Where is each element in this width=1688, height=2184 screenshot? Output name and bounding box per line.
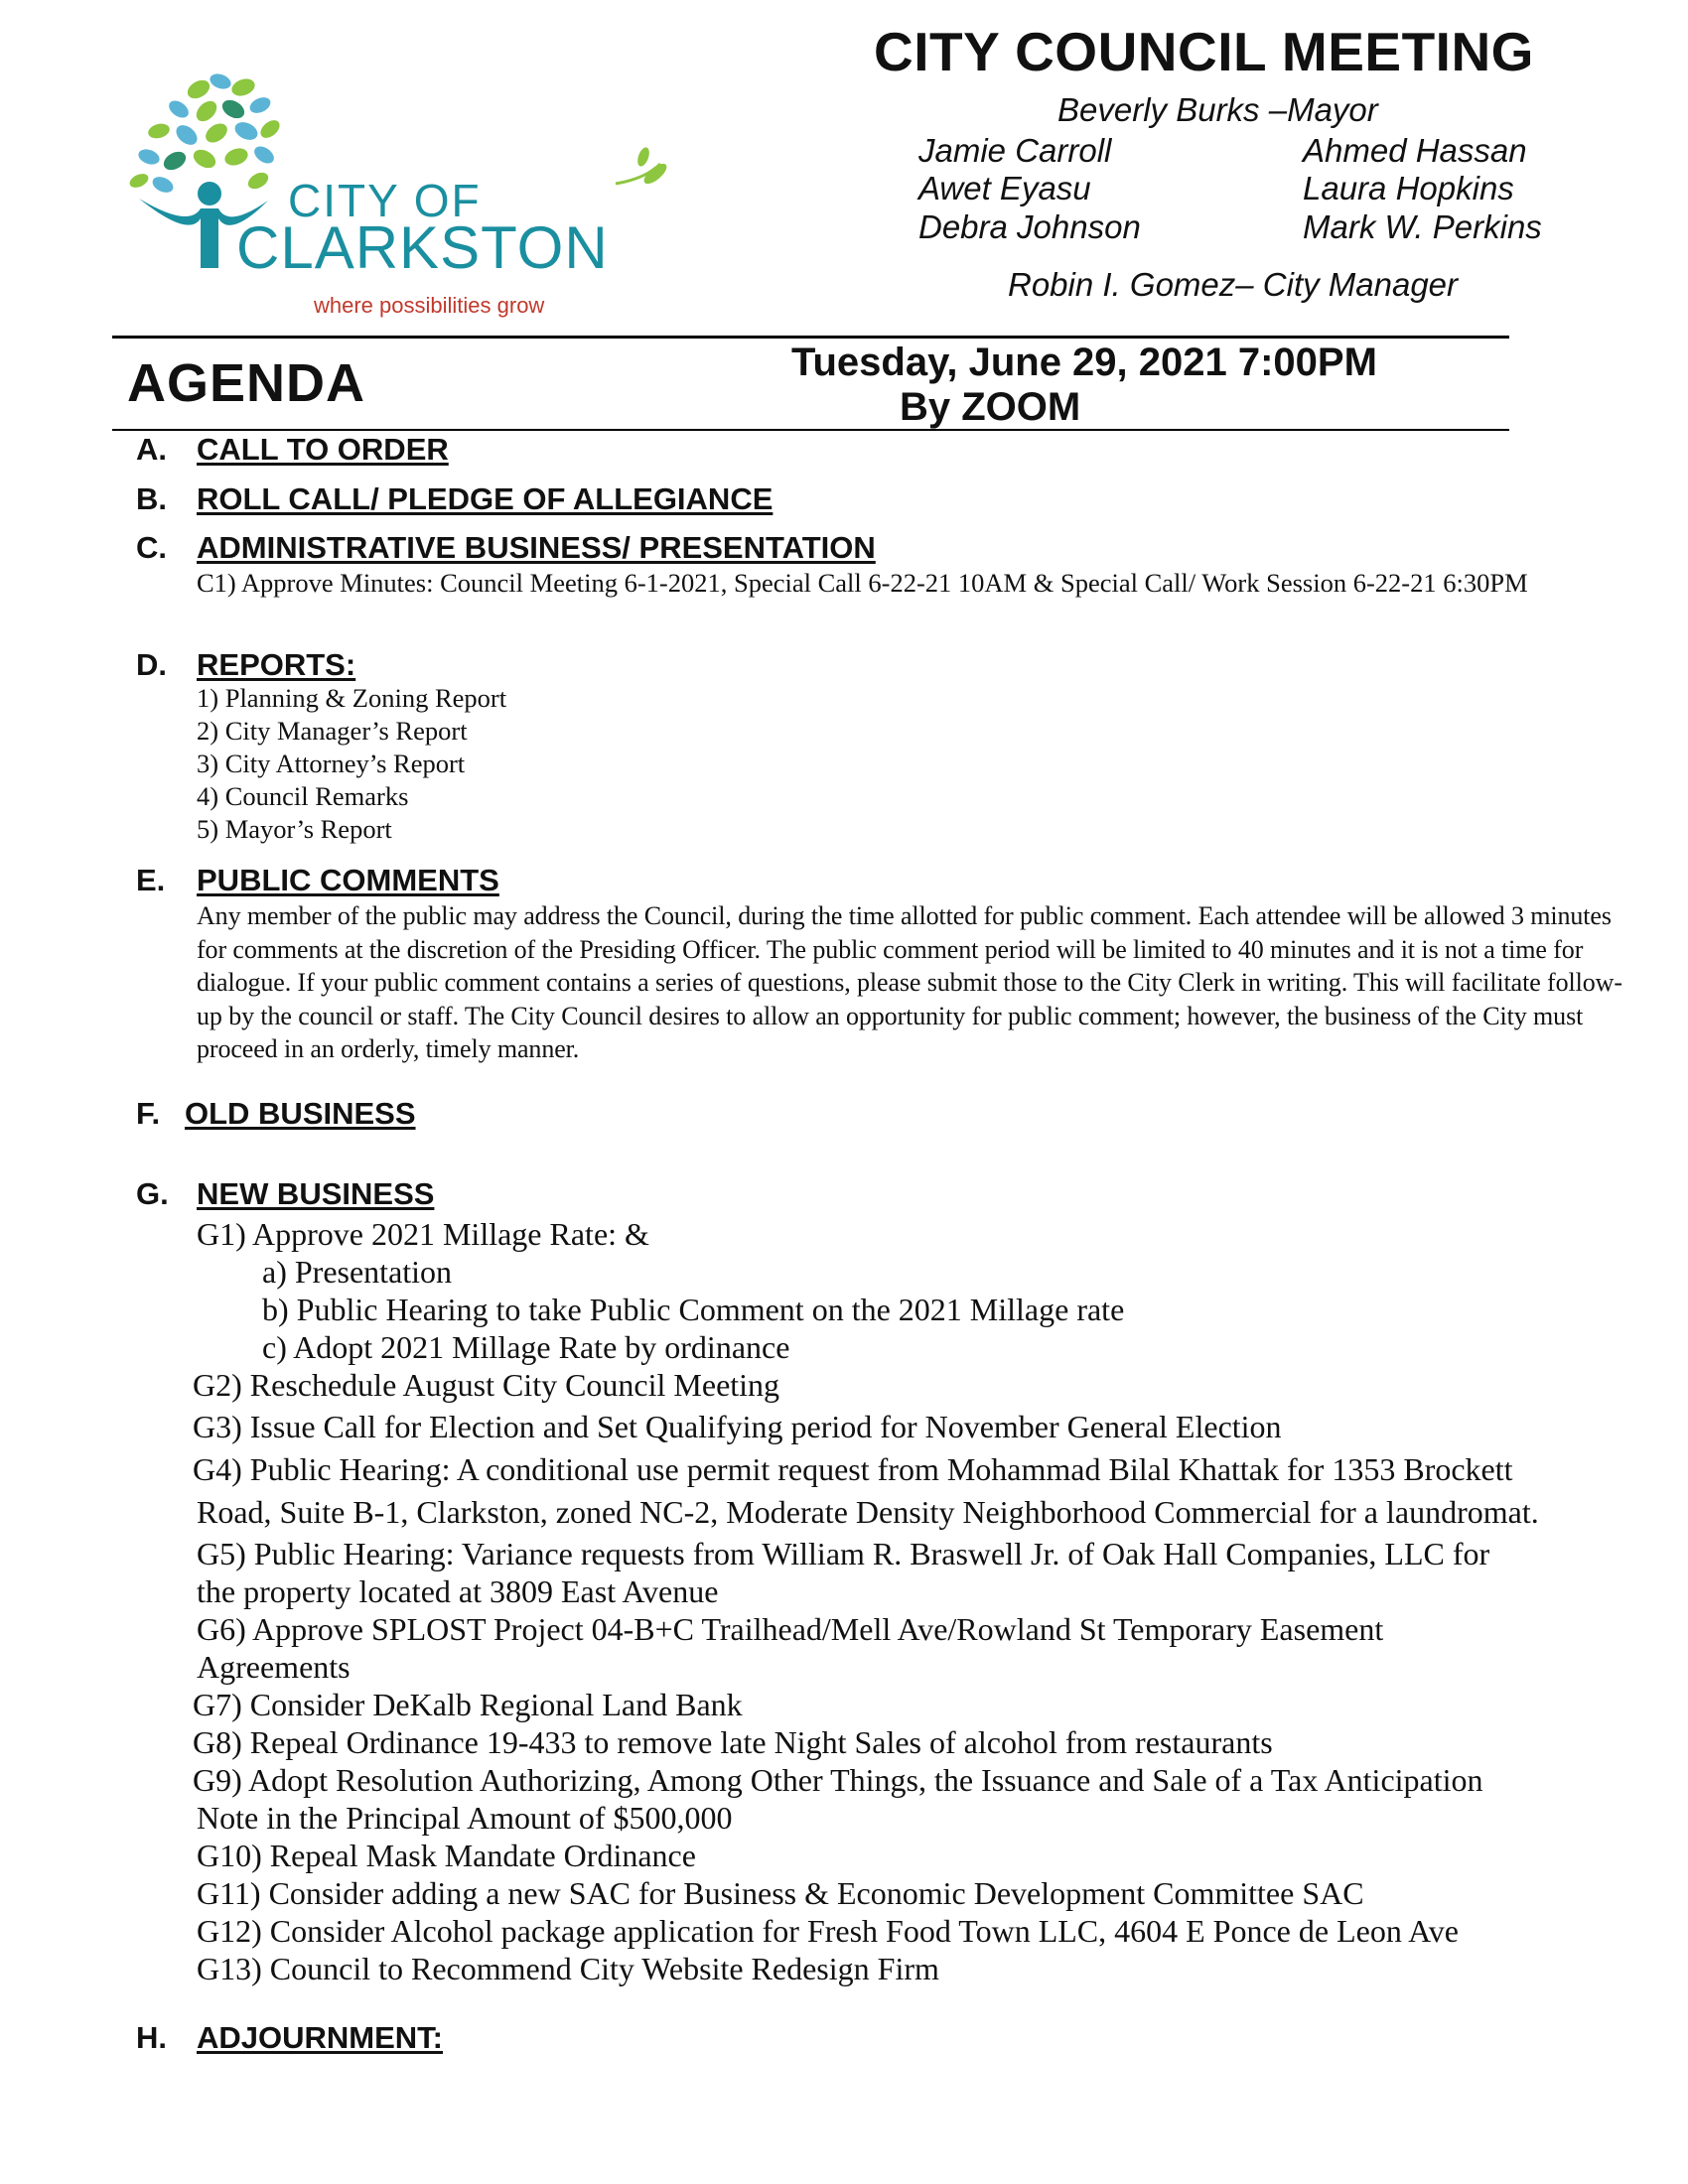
item-g8: G8) Repeal Ordinance 19-433 to remove late Night Sales of alcohol from restaurants: [193, 1724, 1273, 1760]
meeting-title: CITY COUNCIL MEETING: [874, 21, 1534, 82]
item-g3: G3) Issue Call for Election and Set Qualifying period for November General Election: [193, 1409, 1282, 1444]
section-new-business: NEW BUSINESS: [197, 1176, 435, 1211]
report-item: 1) Planning & Zoning Report: [197, 683, 507, 713]
council-member: Awet Eyasu: [918, 170, 1091, 206]
section-adjournment: ADJOURNMENT:: [197, 2020, 443, 2055]
council-member: Ahmed Hassan: [1303, 132, 1527, 169]
item-g7: G7) Consider DeKalb Regional Land Bank: [193, 1687, 743, 1722]
section-letter: H.: [136, 2020, 167, 2055]
item-g1-sub: b) Public Hearing to take Public Comment on the 2021 Millage rate: [262, 1292, 1125, 1327]
item-g4-cont: Road, Suite B-1, Clarkston, zoned NC-2, Moderate Density Neighborhood Commercial for a laundromat.: [197, 1494, 1539, 1530]
section-letter: B.: [136, 481, 167, 516]
section-letter: C.: [136, 530, 167, 565]
logo-clarkston: CLARKSTON: [236, 214, 609, 281]
city-manager: Robin I. Gomez– City Manager: [1008, 266, 1459, 303]
report-item: 2) City Manager’s Report: [197, 716, 468, 746]
section-roll-call: ROLL CALL/ PLEDGE OF ALLEGIANCE: [197, 481, 774, 516]
council-member: Laura Hopkins: [1303, 170, 1514, 206]
section-letter: G.: [136, 1176, 169, 1211]
item-g1: G1) Approve 2021 Millage Rate: &: [197, 1216, 649, 1252]
item-g1-sub: c) Adopt 2021 Millage Rate by ordinance: [262, 1329, 790, 1365]
item-g11: G11) Consider adding a new SAC for Business & Economic Development Committee SAC: [197, 1875, 1364, 1911]
council-member: Debra Johnson: [918, 208, 1141, 245]
section-letter: D.: [136, 647, 167, 682]
section-old-business: OLD BUSINESS: [185, 1096, 416, 1131]
meeting-date: Tuesday, June 29, 2021 7:00PM: [791, 341, 1377, 384]
meeting-venue: By ZOOM: [900, 385, 1081, 429]
mayor-name: Beverly Burks –Mayor: [1057, 91, 1378, 128]
section-reports: REPORTS:: [197, 647, 356, 682]
item-g2: G2) Reschedule August City Council Meeting: [193, 1367, 780, 1403]
item-g4: G4) Public Hearing: A conditional use permit request from Mohammad Bilal Khattak for 1353 Brockett: [193, 1451, 1513, 1487]
section-letter: E.: [136, 863, 166, 897]
agenda-divider: [112, 429, 1509, 431]
section-administrative-business: ADMINISTRATIVE BUSINESS/ PRESENTATION: [197, 530, 876, 565]
item-g5: G5) Public Hearing: Variance requests from William R. Braswell Jr. of Oak Hall Companies, LLC for: [197, 1536, 1490, 1571]
item-g10: G10) Repeal Mask Mandate Ordinance: [197, 1838, 696, 1873]
item-c1-minutes: C1) Approve Minutes: Council Meeting 6-1-2021, Special Call 6-22-21 10AM & Special Call/ Work Session 6-22-21 6:30PM: [197, 568, 1528, 598]
section-public-comments: PUBLIC COMMENTS: [197, 863, 499, 897]
agenda-title: AGENDA: [127, 353, 366, 413]
tree-leaves: [127, 71, 283, 196]
logo-city-of: CITY OF: [288, 175, 482, 226]
item-g12: G12) Consider Alcohol package application for Fresh Food Town LLC, 4604 E Ponce de Leon Ave: [197, 1913, 1459, 1949]
council-member: Mark W. Perkins: [1303, 208, 1542, 245]
report-item: 5) Mayor’s Report: [197, 814, 392, 844]
item-g9-cont: Note in the Principal Amount of $500,000: [197, 1800, 733, 1836]
header-divider: [112, 336, 1509, 339]
city-of-clarkston-logo: [119, 69, 675, 328]
logo-tagline: where possibilities grow: [314, 293, 545, 318]
item-g5-cont: the property located at 3809 East Avenue: [197, 1573, 719, 1609]
section-letter: F.: [136, 1096, 161, 1131]
report-item: 4) Council Remarks: [197, 781, 409, 811]
section-call-to-order: CALL TO ORDER: [197, 432, 449, 467]
council-member: Jamie Carroll: [918, 132, 1112, 169]
report-item: 3) City Attorney’s Report: [197, 749, 466, 778]
item-g1-sub: a) Presentation: [262, 1254, 453, 1290]
item-g6-cont: Agreements: [197, 1649, 351, 1685]
item-g6: G6) Approve SPLOST Project 04-B+C Trailhead/Mell Ave/Rowland St Temporary Easement: [197, 1611, 1384, 1647]
item-g9: G9) Adopt Resolution Authorizing, Among Other Things, the Issuance and Sale of a Tax Anticipation: [193, 1762, 1483, 1798]
section-letter: A.: [136, 432, 167, 467]
item-g13: G13) Council to Recommend City Website Redesign Firm: [197, 1951, 939, 1986]
public-comments-text: Any member of the public may address the Council, during the time allotted for public comment. Each attendee will be allowed 3 minutes for comments at the discretion of the Presiding Officer. The public comment period will be limited to 40 minutes and it is not a time for dialogue. If your public comment contains a series of questions, please submit those to the City Clerk in writing. This will facilitate follow-up by the council or staff. The City Council desires to allow an opportunity for public comment; however, the business of the City must proceed in an orderly, timely manner.: [197, 901, 1622, 1063]
